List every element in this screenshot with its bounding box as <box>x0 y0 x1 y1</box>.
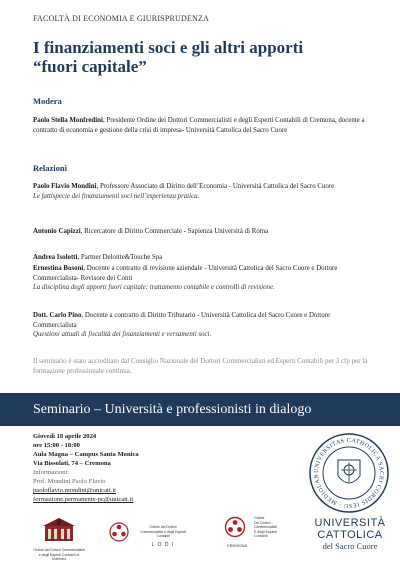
event-time: ore 15:00 - 18:00 <box>33 442 80 449</box>
modera-heading: Modera <box>33 96 62 106</box>
cremona-word: CREMONA <box>226 543 248 548</box>
speaker-2 <box>33 227 368 237</box>
speaker-desc: , Docente a contratto di revisione aziendale - Università Cattolica del Sacro Cuore e Dottore Commercialista- Revisore dei Conti <box>33 265 338 282</box>
uc-line-2: CATTOLICA <box>317 529 383 541</box>
cremona-emblem-logo <box>222 516 252 556</box>
page-title <box>33 38 373 76</box>
modera-desc: , Presidente Ordine dei Dottori Commercialisti e degli Esperti Contabili di Cremona, docente a contratto di economia e gestione della crisi di impresa- Università Cattolica del Sacro Cuore <box>33 117 365 134</box>
speaker-desc: , Professore Associato di Diritto dell’Economia - Università Cattolica del Sacro Cuore <box>96 183 335 190</box>
speaker-4 <box>33 264 368 293</box>
contact-name: Prof. Mondini Paolo Flavio <box>33 478 106 485</box>
title-line-1: I finanziamenti soci e gli altri apporti <box>33 38 304 57</box>
event-info <box>33 432 233 504</box>
ordine-lodi-logo <box>138 521 188 561</box>
seminar-banner: Seminario – Università e professionisti in dialogo <box>0 393 400 426</box>
uc-line-1: UNIVERSITÀ <box>314 517 386 529</box>
university-seal <box>308 432 390 514</box>
faculty-heading: FACOLTÀ DI ECONOMIA E GIURISPRUDENZA <box>33 14 210 23</box>
speaker-topic: Questioni attuali di fiscalità dei finanziamenti e versamenti soci. <box>33 331 212 339</box>
relazioni-heading: Relazioni <box>33 163 67 173</box>
email-link-1[interactable]: paoloflavio.mondini@unicatt.it <box>33 487 116 494</box>
speaker-name: Antonio Capizzi <box>33 228 81 235</box>
email-link-2[interactable]: formazione.permanente-pc@unicatt.it <box>33 496 134 503</box>
cremona-emblem-icon <box>222 516 248 538</box>
speaker-topic: Le fattispecie dei finanziamenti soci nell’esperienza pratica. <box>33 192 200 200</box>
ordine-line: E degli Esperti <box>254 529 277 534</box>
speaker-desc: , Ricercatore di Diritto Commerciale - Sapienza Università di Roma <box>80 228 269 235</box>
ordine-lodi-caption: Ordine dei Dottori Commercialisti e degli Esperti Contabili <box>139 525 187 538</box>
ordine-line: Contabili <box>254 534 268 538</box>
ordine-cremona2-text <box>254 516 300 556</box>
seal-text: UNIVERSITAS CATHOLICA SACRI CORDIS IESU · MEDIOLAN <box>313 437 385 509</box>
lodi-word: L O D I <box>151 541 175 548</box>
uc-line-3: del Sacro Cuore <box>322 541 378 551</box>
emblem-icon <box>108 521 130 543</box>
speaker-5 <box>33 311 368 340</box>
modera-name: Paolo Stella Monfredini <box>33 117 103 124</box>
speaker-name: Ernestina Bosoni <box>33 265 84 272</box>
university-seal-icon <box>308 432 390 514</box>
title-line-2: “fuori capitale” <box>33 57 147 76</box>
ordine-line: Ordine <box>254 516 265 520</box>
speaker-name: Dott. Carlo Pino <box>33 312 82 319</box>
speaker-3 <box>33 253 368 263</box>
accreditation-note: Il seminario è stato accreditato dal Consiglio Nazionale dei Dottori Commercialisti ed Esperti Contabili per 3 cfp per la formazione professionale continua. <box>33 357 368 375</box>
ordine-line: Commercialisti <box>254 525 277 529</box>
speaker-desc: , Partner Deloitte&Touche Spa <box>77 254 163 261</box>
speaker-topic: La disciplina degli apporti fuori capitale: trattamento contabile e controlli di revisione. <box>33 284 275 292</box>
speaker-name: Andrea Isolotti <box>33 254 78 261</box>
info-label: Informazioni: <box>33 469 70 476</box>
university-wordmark <box>310 517 390 551</box>
speaker-desc: , Docente a contratto di Diritto Tributario - Università Cattolica del Sacro Cuore e Dottore Commercialista <box>33 312 330 329</box>
building-icon <box>33 517 85 543</box>
ordine-cremona-caption: Ordine dei Dottori Commercialisti e degli Esperti Contabili di Cremona <box>33 548 85 561</box>
red-emblem-logo <box>108 521 130 543</box>
event-date: Giovedì 18 aprile 2024 <box>33 433 97 440</box>
event-address: Via Bissolati, 74 – Cremona <box>33 460 111 467</box>
modera-paragraph <box>33 116 368 135</box>
speaker-1 <box>33 182 368 201</box>
event-venue: Aula Magna – Campus Santa Monica <box>33 451 139 458</box>
ordine-cremona-logo <box>33 517 85 559</box>
speaker-name: Paolo Flavio Mondini <box>33 183 97 190</box>
ordine-line: Dei Dottori <box>254 520 271 525</box>
